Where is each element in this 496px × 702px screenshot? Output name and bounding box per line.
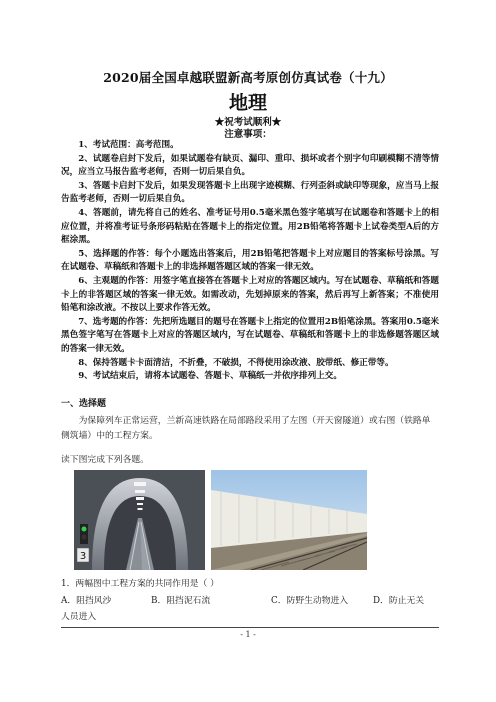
notice-item-7: 7、选考题的作答：先把所选题目的题号在答题卡上指定的位置用2B铅笔涂黑。答案用0.5毫米黑色签字笔写在答题卡上对应的答题区域内，写在试题卷、草稿纸和答题卡上的非选修题答题区域的答案一律无效。	[61, 316, 439, 354]
option-b[interactable]: B．阻挡泥石流	[151, 596, 211, 606]
exam-title: 2020届全国卓越联盟新高考原创仿真试卷（十九）	[103, 70, 393, 85]
notice-item-2: 2、试题卷启封下发后，如果试题卷有缺页、漏印、重印、损坏或者个别字句印刷模糊不清等情况，应当立马报告监考老师，否则一切后果自负。	[61, 153, 439, 178]
section-heading: 一、选择题	[61, 399, 107, 409]
notice-item-9: 9、考试结束后，请将本试题卷、答题卡、草稿纸一并依序排列上交。	[78, 371, 342, 382]
railway-wall-illustration	[211, 470, 367, 570]
option-d-continued: 人员进入	[61, 612, 97, 622]
option-d[interactable]: D．防止无关	[373, 596, 425, 606]
notice-item-5: 5、选择题的作答：每个小题选出答案后，用2B铅笔把答题卡上对应题目的答案标号涂黑。写在试题卷、草稿纸和答题卡上的非选择题答题区域的答案一律无效。	[61, 248, 439, 273]
notice-item-3: 3、答题卡启封下发后，如果发现答题卡上出现字迹模糊、行列歪斜或缺印等现象，应当马上报告监考老师，否则一切后果自负。	[61, 180, 439, 205]
notice-item-1: 1、考试范围：高考范围。	[78, 140, 179, 150]
page-number: - 1 -	[240, 630, 256, 639]
subject-title: 地理	[228, 92, 267, 114]
section-instruction: 读下图完成下列各题。	[61, 455, 149, 465]
railway-wall-photo	[211, 470, 367, 570]
question-1-stem: 1．两幅图中工程方案的共同作用是（ ）	[61, 579, 219, 589]
tunnel-skylight-photo	[74, 470, 205, 570]
blessing-line: ★祝考试顺利★	[214, 117, 282, 128]
notice-item-6: 6、主观题的作答：用签字笔直接答在答题卡上对应的答题区域内。写在试题卷、草稿纸和答题卡上的非答题区域的答案一律无效。如需改动，先划掉原来的答案，然后再写上新答案；不准使用铅笔和涂改液。不按以上要求作答无效。	[61, 275, 439, 314]
notice-list	[61, 139, 439, 384]
section-intro: 为保障列车正常运营，兰新高速铁路在局部路段采用了左图（开天窗隧道）或右图（铁路单侧筑墙）中的工程方案。	[61, 416, 431, 441]
footer-divider	[61, 627, 439, 628]
option-a[interactable]: A．阻挡风沙	[61, 596, 112, 606]
notice-heading: 注意事项：	[224, 129, 272, 140]
option-c[interactable]: C．防野生动物进入	[271, 596, 349, 606]
tunnel-illustration	[74, 470, 205, 570]
track-sign-number: 3	[79, 551, 87, 562]
notice-item-8: 8、保持答题卡卡面清洁，不折叠，不破损，不得使用涂改液、胶带纸、修正带等。	[78, 357, 394, 368]
notice-item-4: 4、答题前，请先将自己的姓名、准考证号用0.5毫米黑色签字笔填写在试题卷和答题卡上的相应位置，并将准考证号条形码粘贴在答题卡上的指定位置。用2B铅笔将答题卡上试卷类型A后的方框涂黑。	[61, 207, 439, 246]
